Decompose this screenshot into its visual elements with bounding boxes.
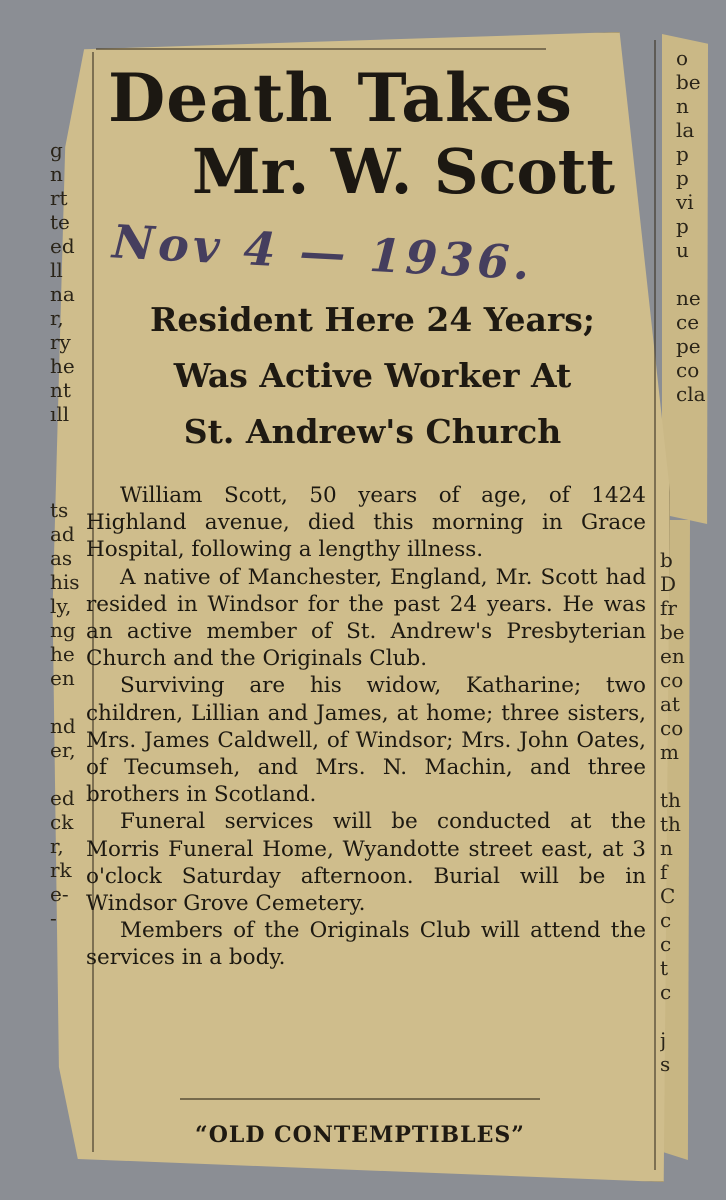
column-fragment: th — [660, 812, 681, 836]
right-column-fragments-bottom — [660, 548, 688, 1076]
column-fragment: ad — [50, 522, 75, 546]
column-fragment — [50, 762, 88, 786]
next-article-headline: “OLD CONTEMPTIBLES” — [195, 1122, 525, 1148]
column-fragment: pe — [676, 334, 701, 358]
paragraph-5: Members of the Originals Club will attend the services in a body. — [86, 918, 646, 971]
handwritten-date-text: Nov 4 — 1936. — [110, 214, 535, 291]
column-fragment: er, — [50, 738, 76, 762]
column-fragment: p — [676, 214, 689, 238]
column-fragment — [50, 450, 88, 474]
column-fragment: u — [676, 238, 689, 262]
paragraph-1: William Scott, 50 years of age, of 1424 Highland avenue, died this morning in Grace Hospital, following a lengthy illness. — [86, 483, 646, 563]
column-fragment: m — [660, 740, 679, 764]
column-fragment: b — [660, 548, 673, 572]
column-fragment: ng — [50, 618, 76, 642]
column-fragment: nd — [50, 714, 76, 738]
column-fragment: s — [660, 1052, 671, 1076]
column-fragment: r, — [50, 306, 64, 330]
column-fragment: nt — [50, 378, 71, 402]
column-fragment: be — [676, 70, 701, 94]
column-rule-right — [654, 40, 656, 1170]
column-fragment: p — [676, 166, 689, 190]
column-fragment: D — [660, 572, 677, 596]
column-fragment: n — [676, 94, 689, 118]
column-fragment: en — [660, 644, 685, 668]
paragraph-2: A native of Manchester, England, Mr. Scott had resided in Windsor for the past 24 years. He was an active member of St. Andrew's Presbyterian Church and the Originals Club. — [86, 564, 646, 672]
column-fragment: c — [660, 908, 672, 932]
column-fragment: en — [50, 666, 75, 690]
column-fragment: ll — [50, 258, 63, 282]
column-fragment: ce — [676, 310, 700, 334]
column-fragment: C — [660, 884, 676, 908]
column-fragment: f — [660, 860, 668, 884]
column-fragment: ly, — [50, 594, 72, 618]
column-fragment: n — [50, 162, 63, 186]
column-fragment: ry — [50, 330, 71, 354]
column-fragment: he — [50, 354, 75, 378]
column-fragment: cla — [676, 382, 706, 406]
column-fragment — [50, 474, 88, 498]
column-fragment — [50, 690, 88, 714]
column-fragment — [660, 1004, 688, 1028]
column-fragment: vi — [676, 190, 694, 214]
column-fragment: ıll — [50, 402, 70, 426]
column-fragment: te — [50, 210, 70, 234]
column-fragment: th — [660, 788, 681, 812]
column-fragment: g — [50, 138, 63, 162]
column-fragment: na — [50, 282, 75, 306]
column-fragment: at — [660, 692, 680, 716]
left-column-fragments — [50, 138, 88, 930]
paragraph-4: Funeral services will be conducted at the Morris Funeral Home, Wyandotte street east, at 3 o'clock Saturday afternoon. Burial will be in Windsor Grove Cemetery. — [86, 809, 646, 917]
column-fragment: ck — [50, 810, 74, 834]
headline-line-1: Death Takes — [108, 59, 573, 137]
column-fragment: fr — [660, 596, 677, 620]
column-fragment: j — [660, 1028, 667, 1052]
subhead-line-2: Was Active Worker At — [173, 356, 572, 395]
column-fragment: rk — [50, 858, 72, 882]
column-fragment: c — [660, 932, 672, 956]
column-fragment: e- — [50, 882, 69, 906]
column-fragment: as — [50, 546, 73, 570]
column-fragment: - — [50, 906, 57, 930]
column-fragment: ne — [676, 286, 701, 310]
column-fragment: p — [676, 142, 689, 166]
column-fragment: ed — [50, 786, 75, 810]
column-fragment: ts — [50, 498, 69, 522]
paragraph-3: Surviving are his widow, Katharine; two children, Lillian and James, at home; three sisters, Mrs. James Caldwell, of Windsor; Mrs. John Oates, of Tecumseh, and Mrs. N. Machin, and three brothers in Scotland. — [86, 673, 646, 808]
article-body — [86, 482, 646, 972]
handwritten-date — [110, 214, 632, 308]
headline — [108, 60, 658, 208]
column-fragment — [660, 764, 688, 788]
column-fragment — [50, 426, 88, 450]
column-fragment: be — [660, 620, 685, 644]
footer-rule — [180, 1098, 540, 1100]
column-fragment: his — [50, 570, 80, 594]
column-fragment — [676, 262, 706, 286]
column-fragment: r, — [50, 834, 64, 858]
top-rule — [96, 48, 546, 50]
subhead-line-3: St. Andrew's Church — [183, 412, 562, 451]
column-fragment: he — [50, 642, 75, 666]
column-fragment: co — [660, 668, 684, 692]
column-fragment: c — [660, 980, 672, 1004]
column-fragment: n — [660, 836, 673, 860]
column-fragment: co — [660, 716, 684, 740]
right-column-fragments-top — [676, 46, 706, 406]
column-fragment: rt — [50, 186, 68, 210]
subhead-line-1: Resident Here 24 Years; — [149, 300, 595, 339]
column-fragment: ed — [50, 234, 75, 258]
column-fragment: o — [676, 46, 689, 70]
column-fragment: co — [676, 358, 700, 382]
column-fragment: t — [660, 956, 669, 980]
column-fragment: la — [676, 118, 695, 142]
headline-line-2: Mr. W. Scott — [192, 135, 616, 208]
